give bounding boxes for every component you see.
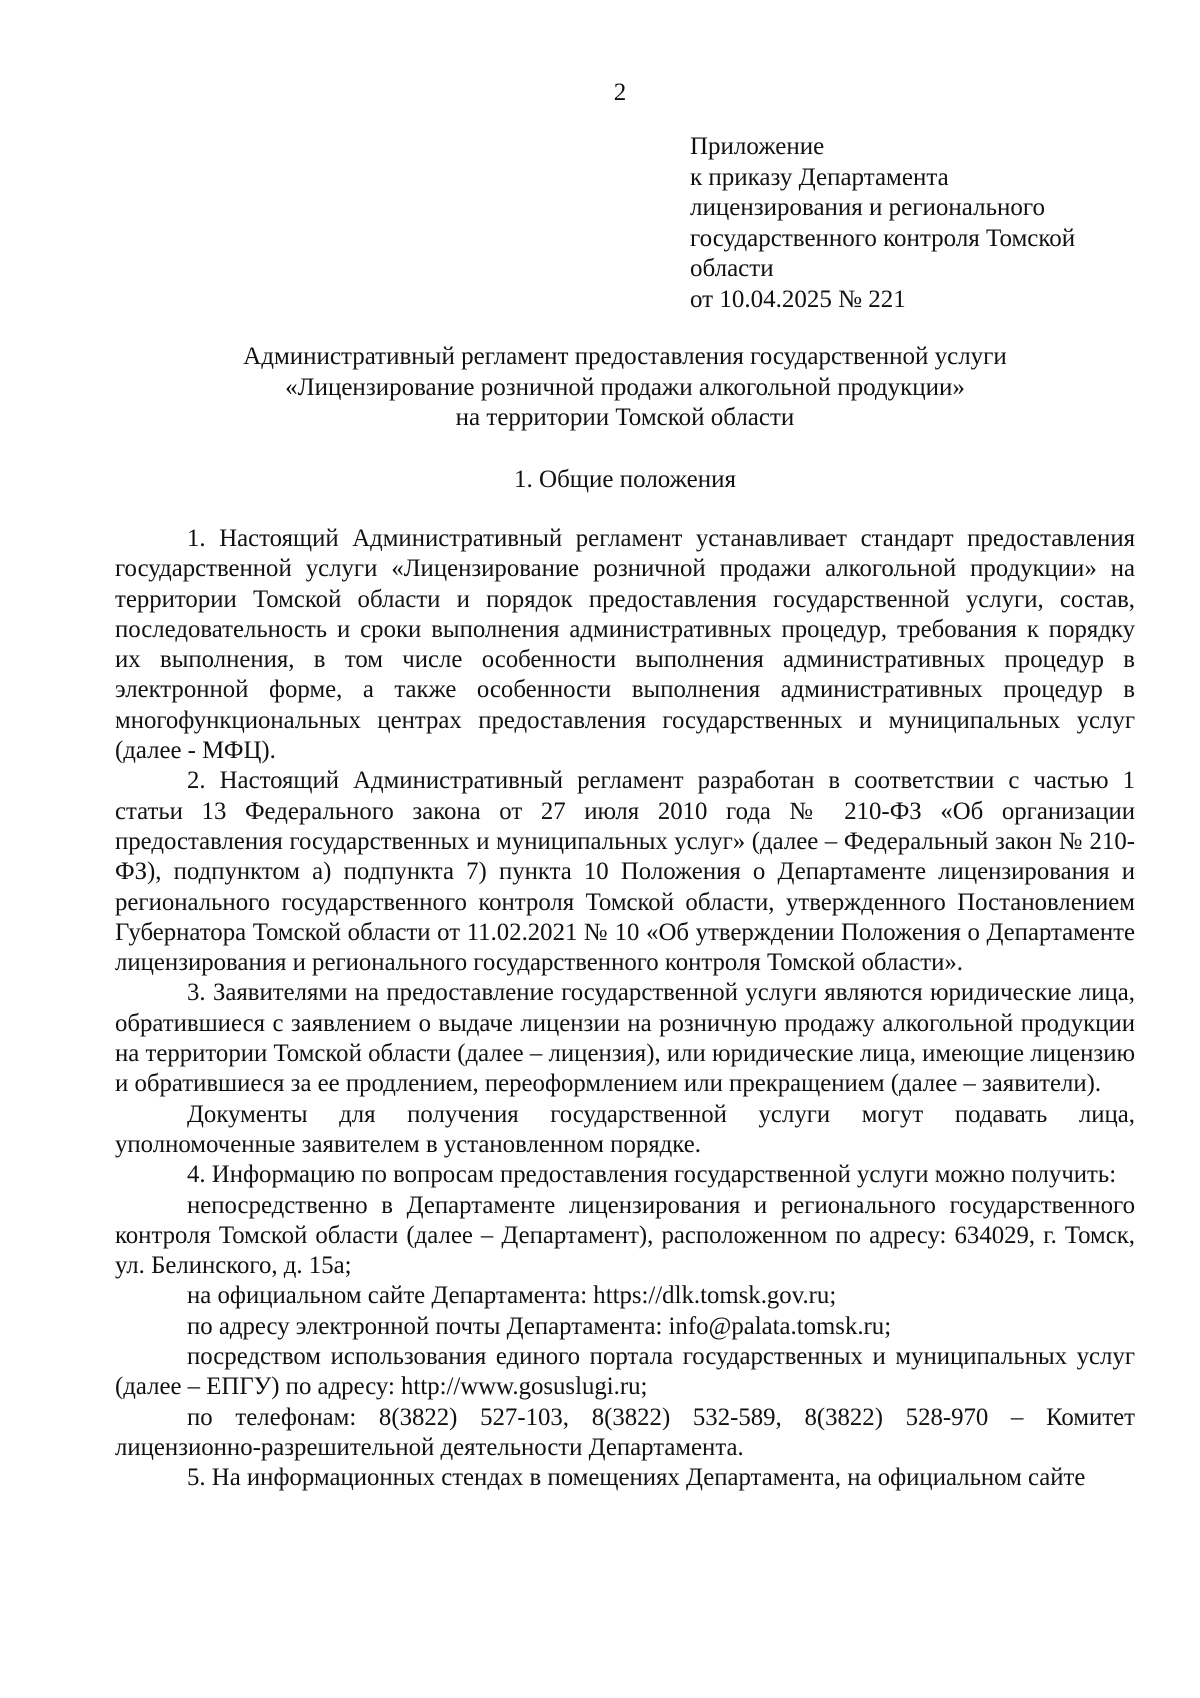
paragraph: 2. Настоящий Административный регламент разработан в соответствии с частью 1 статьи 13 Федерального закона от 27 июля 2010 года № 210-ФЗ «Об организации предоставления государственных и муниципальных услуг» (далее – Федеральный закон № 210-ФЗ), подпунктом а) подпункта 7) пункта 10 Положения о Департаменте лицензирования и регионального государственного контроля Томской области, утвержденного Постановлением Губернатора Томской области от 11.02.2021 № 10 «Об утверждении Положения о Департаменте лицензирования и регионального государственного контроля Томской области». (115, 767, 1135, 977)
paragraph: на официальном сайте Департамента: https://dlk.tomsk.gov.ru; (187, 1282, 837, 1310)
appendix-line: государственного контроля Томской (690, 224, 1076, 252)
paragraph-last: 5. На информационных стендах в помещениях Департамента, на официальном сайте (187, 1464, 1086, 1492)
paragraph: непосредственно в Департаменте лицензирования и регионального государственного контроля Томской области (далее – Департамент), расположенном по адресу: 634029, г. Томск, ул. Белинского, д. 15а; (115, 1191, 1135, 1280)
appendix-line: лицензирования и регионального (690, 194, 1045, 221)
appendix-line: области (690, 255, 774, 282)
title-line: Административный регламент предоставления государственной услуги (243, 343, 1007, 370)
paragraph: по адресу электронной почты Департамента: info@palata.tomsk.ru; (187, 1312, 892, 1340)
section-heading: 1. Общие положения (514, 466, 736, 493)
paragraph: посредством использования единого портала государственных и муниципальных услуг (далее – ЕПГУ) по адресу: http://www.gosuslugi.ru; (115, 1343, 1135, 1401)
paragraph: 4. Информацию по вопросам предоставления государственной услуги можно получить: (187, 1161, 1117, 1189)
appendix-line: от 10.04.2025 № 221 (690, 285, 906, 313)
title-line: «Лицензирование розничной продажи алкогольной продукции» (285, 373, 965, 401)
appendix-block (690, 132, 1160, 315)
paragraph: 3. Заявителями на предоставление государственной услуги являются юридические лица, обратившиеся с заявлением о выдаче лицензии на розничную продажу алкогольной продукции на территории Томской области (далее – лицензия), или юридические лица, имеющие лицензию и обратившиеся за ее продлением, переоформлением или прекращением (далее – заявители). (115, 979, 1135, 1098)
title-line: на территории Томской области (455, 404, 795, 431)
paragraph: 1. Настоящий Административный регламент устанавливает стандарт предоставления государственной услуги «Лицензирование розничной продажи алкогольной продукции» на территории Томской области и порядок предоставления государственной услуги, состав, последовательность и сроки выполнения административных процедур, требования к порядку их выполнения, в том числе особенности выполнения административных процедур в электронной форме, а также особенности выполнения административных процедур в многофункциональных центрах предоставления государственных и муниципальных услуг (далее - МФЦ). (115, 525, 1135, 765)
appendix-line: к приказу Департамента (690, 163, 949, 191)
paragraph: Документы для получения государственной услуги могут подавать лица, уполномоченные заявителем в установленном порядке. (115, 1100, 1135, 1158)
document-title (115, 342, 1135, 434)
paragraph: по телефонам: 8(3822) 527-103, 8(3822) 532-589, 8(3822) 528-970 – Комитет лицензионно-разрешительной деятельности Департамента. (115, 1403, 1135, 1461)
page-number: 2 (613, 79, 627, 106)
body-text (115, 524, 1135, 1494)
appendix-line: Приложение (690, 133, 825, 160)
